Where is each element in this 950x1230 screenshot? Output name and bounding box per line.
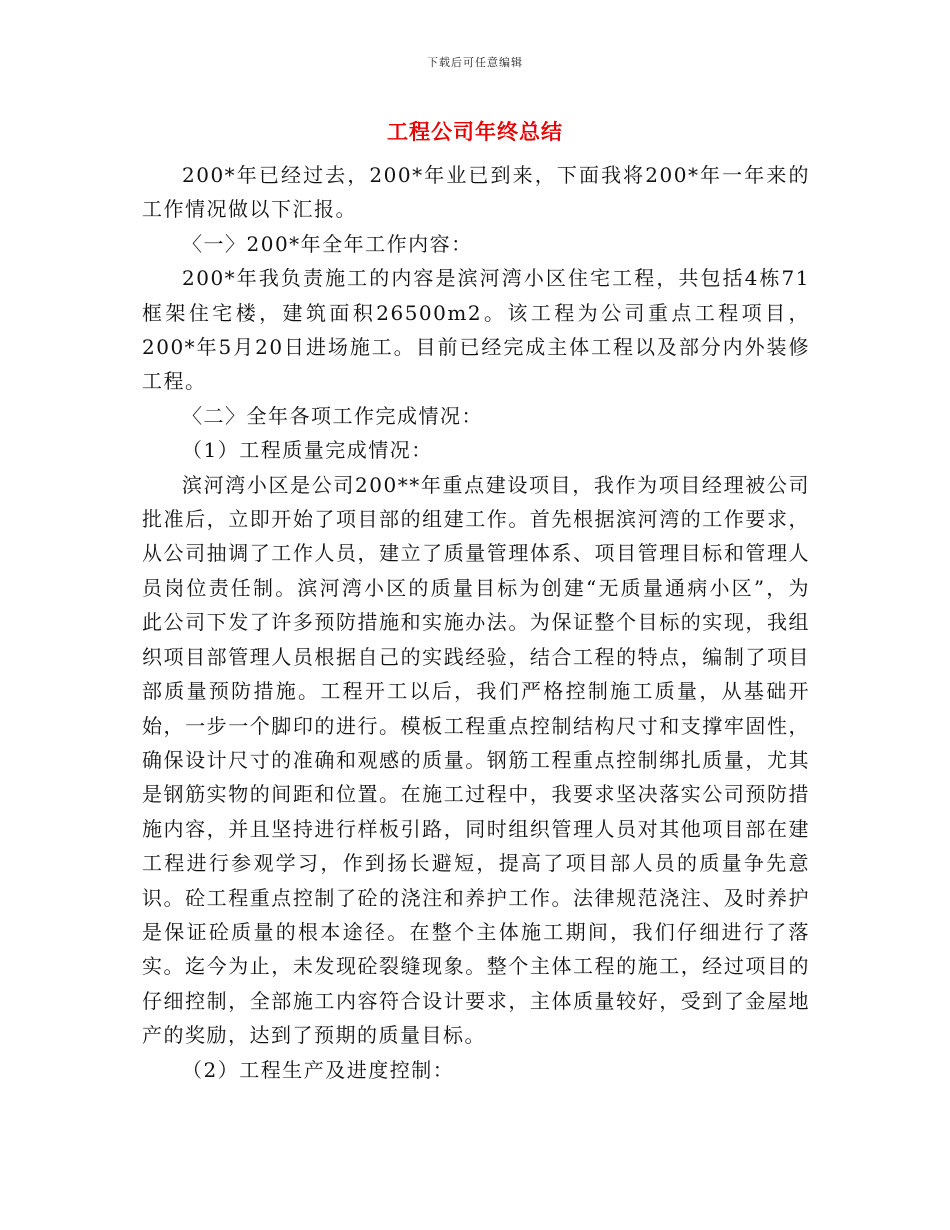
paragraph-intro: 200*年已经过去，200*年业已到来，下面我将200*年一年来的工作情况做以下汇报。 — [142, 163, 810, 222]
document-body — [142, 158, 810, 1087]
section-heading-completion: 〈二〉全年各项工作完成情况： — [182, 403, 483, 428]
section-heading-work-content: 〈一〉200*年全年工作内容： — [182, 231, 473, 256]
paragraph-work-content: 200*年我负责施工的内容是滨河湾小区住宅工程，共包括4栋71框架住宅楼，建筑面积26500m2。该工程为公司重点工程项目，200*年5月20日进场施工。目前已经完成主体工程以及部分内外装修工程。 — [142, 266, 810, 394]
subsection-heading-progress: （2）工程生产及进度控制： — [182, 1057, 455, 1082]
paragraph-quality: 滨河湾小区是公司200**年重点建设项目，我作为项目经理被公司批准后，立即开始了项目部的组建工作。首先根据滨河湾的工作要求，从公司抽调了工作人员，建立了质量管理体系、项目管理目标和管理人员岗位责任制。滨河湾小区的质量目标为创建“无质量通病小区”，为此公司下发了许多预防措施和实施办法。为保证整个目标的实现，我组织项目部管理人员根据自己的实践经验，结合工程的特点，编制了项目部质量预防措施。工程开工以后，我们严格控制施工质量，从基础开始，一步一个脚印的进行。模板工程重点控制结构尺寸和支撑牢固性，确保设计尺寸的准确和观感的质量。钢筋工程重点控制绑扎质量，尤其是钢筋实物的间距和位置。在施工过程中，我要求坚决落实公司预防措施内容，并且坚持进行样板引路，同时组织管理人员对其他项目部在建工程进行参观学习，作到扬长避短，提高了项目部人员的质量争先意识。砼工程重点控制了砼的浇注和养护工作。法律规范浇注、及时养护是保证砼质量的根本途径。在整个主体施工期间，我们仔细进行了落实。迄今为止，未发现砼裂缝现象。整个主体工程的施工，经过项目的仔细控制，全部施工内容符合设计要求，主体质量较好，受到了金屋地产的奖励，达到了预期的质量目标。 — [142, 472, 810, 1048]
subsection-heading-quality: （1）工程质量完成情况： — [182, 438, 433, 463]
document-title: 工程公司年终总结 — [387, 119, 563, 144]
page-header-note: 下载后可任意编辑 — [427, 56, 523, 69]
